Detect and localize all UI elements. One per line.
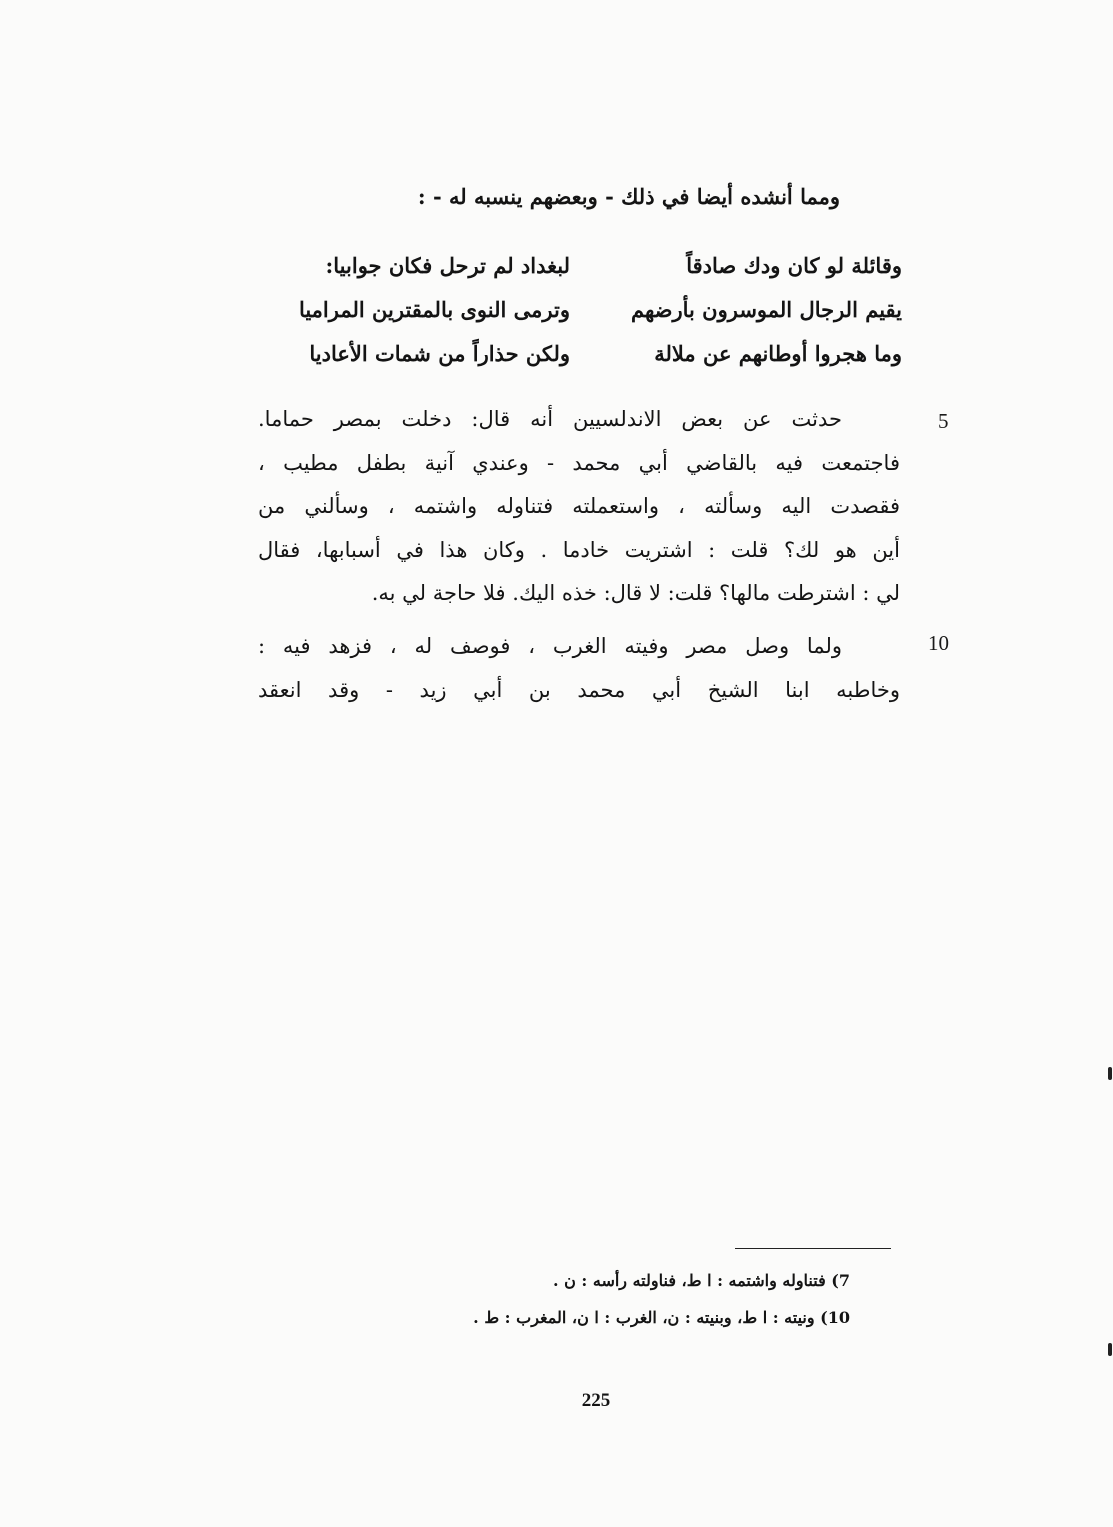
scan-edge-mark [1108, 1067, 1112, 1080]
intro-line: ومما أنشده أيضا في ذلك - وبعضهم ينسبه له - : [417, 184, 840, 209]
verse-second-hemistich: ولكن حذاراً من شمات الأعاديا [309, 341, 570, 366]
scan-edge-mark [1108, 1343, 1112, 1356]
poem-verse [240, 244, 902, 288]
verse-first-hemistich: وقائلة لو كان ودك صادقاً [686, 253, 902, 278]
footnote-divider [735, 1248, 891, 1249]
verse-first-hemistich: يقيم الرجال الموسرون بأرضهم [630, 297, 902, 322]
poem-verse [240, 332, 902, 376]
verse-second-hemistich: وترمى النوى بالمقترين المراميا [298, 297, 570, 322]
footnote: 7) فتناوله واشتمه : ا ط، فناولته رأسه : ن . [552, 1271, 850, 1290]
paragraph-line: وخاطبه ابنا الشيخ أبي محمد بن أبي زيد - وقد انعقد [258, 677, 900, 702]
poem [240, 244, 902, 376]
paragraph-line: فاجتمعت فيه بالقاضي أبي محمد - وعندي آنية بطفل مطيب ، [258, 450, 900, 475]
line-number-5: 5 [938, 409, 949, 433]
page-number: 225 [581, 1390, 611, 1411]
verse-second-hemistich: لبغداد لم ترحل فكان جوابيا: [325, 253, 570, 278]
footnote: 10) ونيته : ا ط، وبنيته : ن، الغرب : ا ن، المغرب : ط . [473, 1308, 850, 1327]
paragraph-anecdote [258, 398, 900, 616]
paragraph-line: فقصدت اليه وسألته ، واستعملته فتناوله واشتمه ، وسألني من [258, 494, 900, 518]
poem-verse [240, 288, 902, 332]
verse-first-hemistich: وما هجروا أوطانهم عن ملالة [654, 341, 902, 366]
paragraph-arrival [258, 625, 900, 712]
paragraph-line: أين هو لك؟ قلت : اشتريت خادما . وكان هذا في أسبابها، فقال [258, 537, 900, 562]
paragraph-line: حدثت عن بعض الاندلسيين أنه قال: دخلت بمصر حماما. [258, 407, 842, 431]
paragraph-line: لي : اشترطت مالها؟ قلت: لا قال: خذه اليك. فلا حاجة لي به. [371, 581, 900, 605]
line-number-10: 10 [928, 631, 949, 655]
paragraph-line: ولما وصل مصر وفيته الغرب ، فوصف له ، فزهد فيه : [258, 634, 842, 658]
